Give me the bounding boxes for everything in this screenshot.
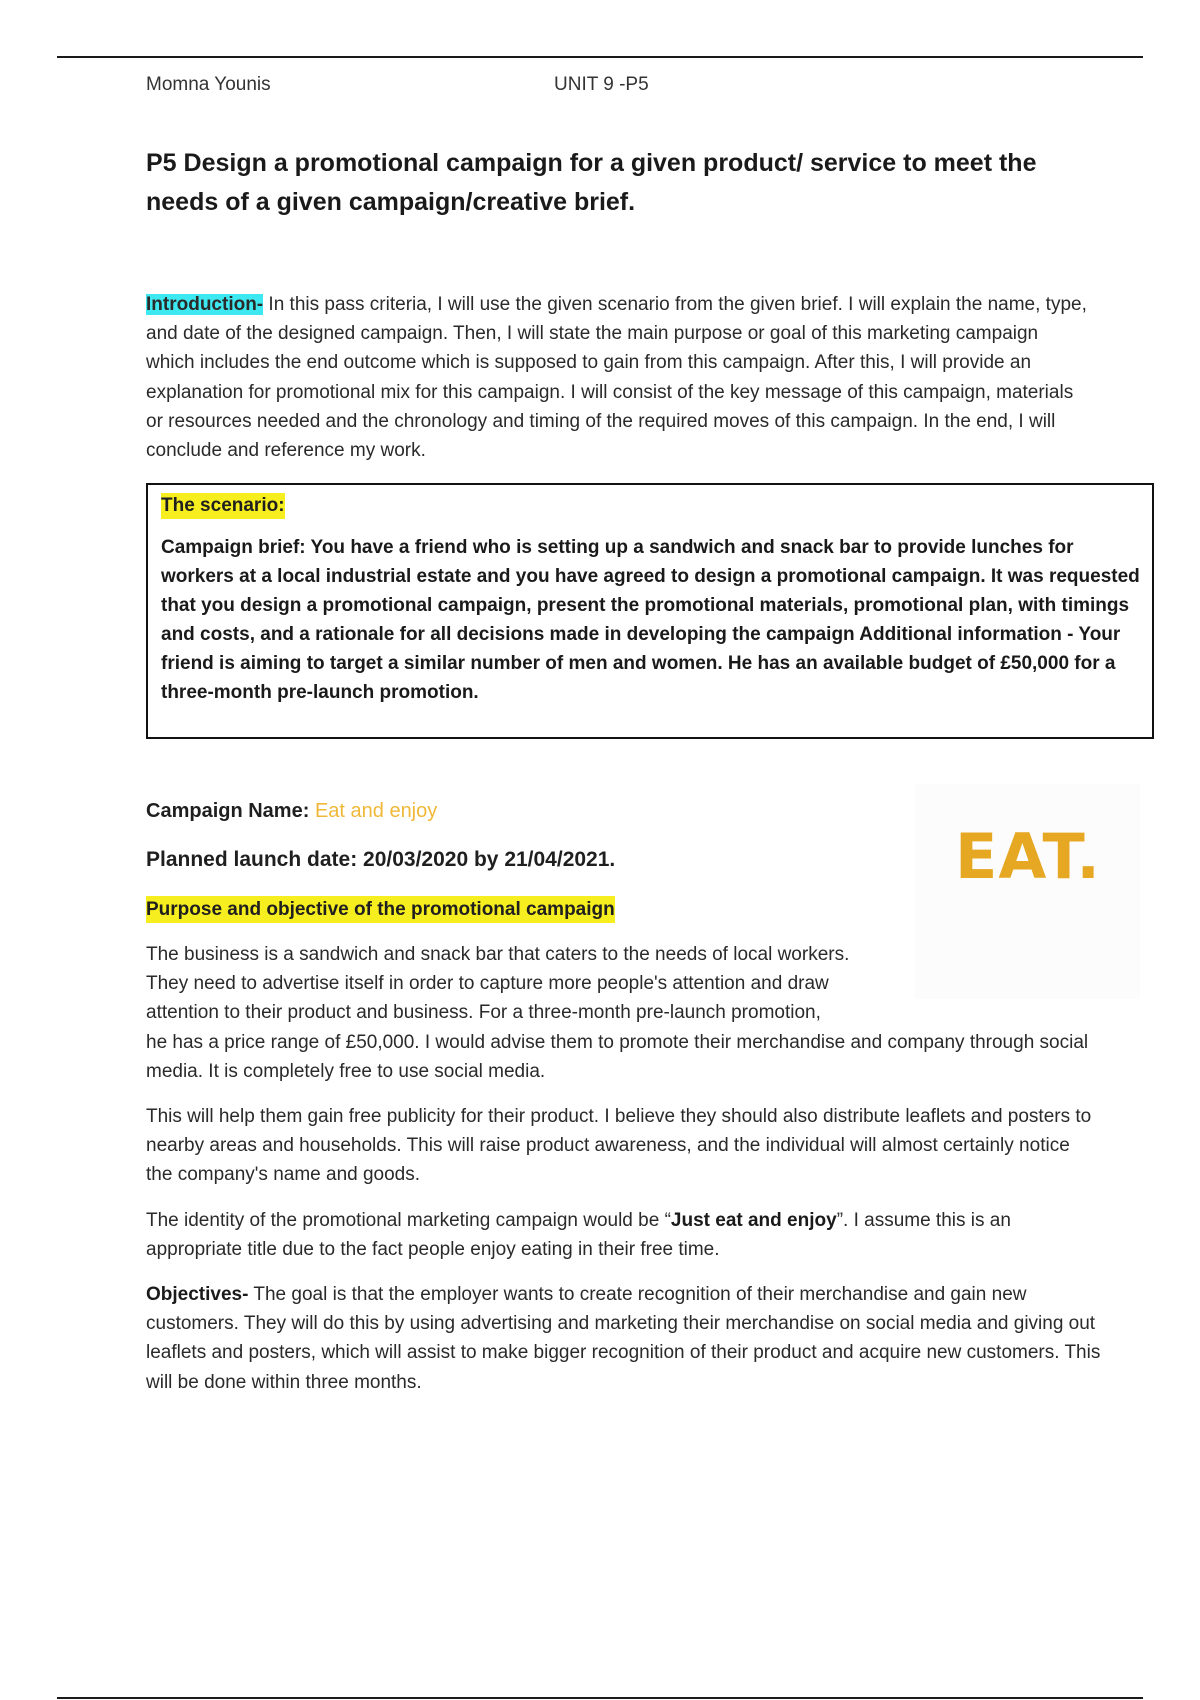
paragraph-business-wide: he has a price range of £50,000. I would advise them to promote their merchandise and company through social media. It is completely free to use social media. [146,1031,1089,1082]
campaign-name-label: Campaign Name: [146,800,315,822]
campaign-name-value: Eat and enjoy [314,800,438,822]
identity-text-after: ”. I assume this is an appropriate title due to the fact people enjoy eating in their free time. [146,1209,1011,1260]
identity-slogan: Just eat and enjoy [670,1209,837,1231]
objectives-text: The goal is that the employer wants to create recognition of their merchandise and gain new customers. They will do this by using advertising and marketing their merchandise on social media and giving out leaflets and posters, which will assist to make bigger recognition of their product and acquire new customers. This will be done within three months. [146,1284,1101,1393]
purpose-heading: Purpose and objective of the promotional campaign [146,896,615,923]
objectives-label: Objectives- [146,1284,249,1306]
scenario-text: Campaign brief: You have a friend who is setting up a sandwich and snack bar to provide lunches for workers at a local industrial estate and you have agreed to design a promotional campaign. It was requested that you design a promotional campaign, present the promotional materials, promotional plan, with timings and costs, and a rationale for all decisions made in developing the campaign Additional information - Your friend is aiming to target a similar number of men and women. He has an available budget of £50,000 for a three-month pre-launch promotion. [161,537,1140,703]
top-rule [57,56,1143,58]
body-text [146,940,1101,1413]
bottom-rule [57,1697,1143,1699]
scenario-box [146,483,1154,739]
paragraph-publicity: This will help them gain free publicity for their product. I believe they should also distribute leaflets and posters to nearby areas and households. This will raise product awareness, and the individual will almost certainly notice the company's name and goods. [146,1106,1092,1186]
page-title: P5 Design a promotional campaign for a given product/ service to meet the needs of a given campaign/creative brief. [146,149,1037,216]
scenario-title: The scenario: [161,493,285,519]
paragraph-identity [146,1206,1101,1264]
unit-code: UNIT 9 -P5 [554,74,649,95]
paragraph-objectives [146,1280,1101,1397]
author-name: Momna Younis [146,74,271,95]
campaign-name [146,800,437,823]
paragraph-business-narrow: The business is a sandwich and snack bar that caters to the needs of local workers. They need to advertise itself in order to capture more people's attention and draw attention to their product and business. For a three-month pre-launch promotion, [146,944,850,1024]
introduction-label: Introduction- [146,294,264,315]
paragraph-business [146,940,1089,1086]
identity-text-before: The identity of the promotional marketing campaign would be “ [146,1209,671,1231]
eat-logo-text: EAT. [955,820,1101,893]
introduction-text: In this pass criteria, I will use the given scenario from the given brief. I will explain the name, type, and date of the designed campaign. Then, I will state the main purpose or goal of this marketing campaign which includes the end outcome which is supposed to gain from this campaign. After this, I will provide an explanation for promotional mix for this campaign. I will consist of the key message of this campaign, materials or resources needed and the chronology and timing of the required moves of this campaign. In the end, I will conclude and reference my work. [146,294,1087,462]
launch-date: Planned launch date: 20/03/2020 by 21/04/2021. [146,848,616,871]
introduction-paragraph [146,290,1091,465]
